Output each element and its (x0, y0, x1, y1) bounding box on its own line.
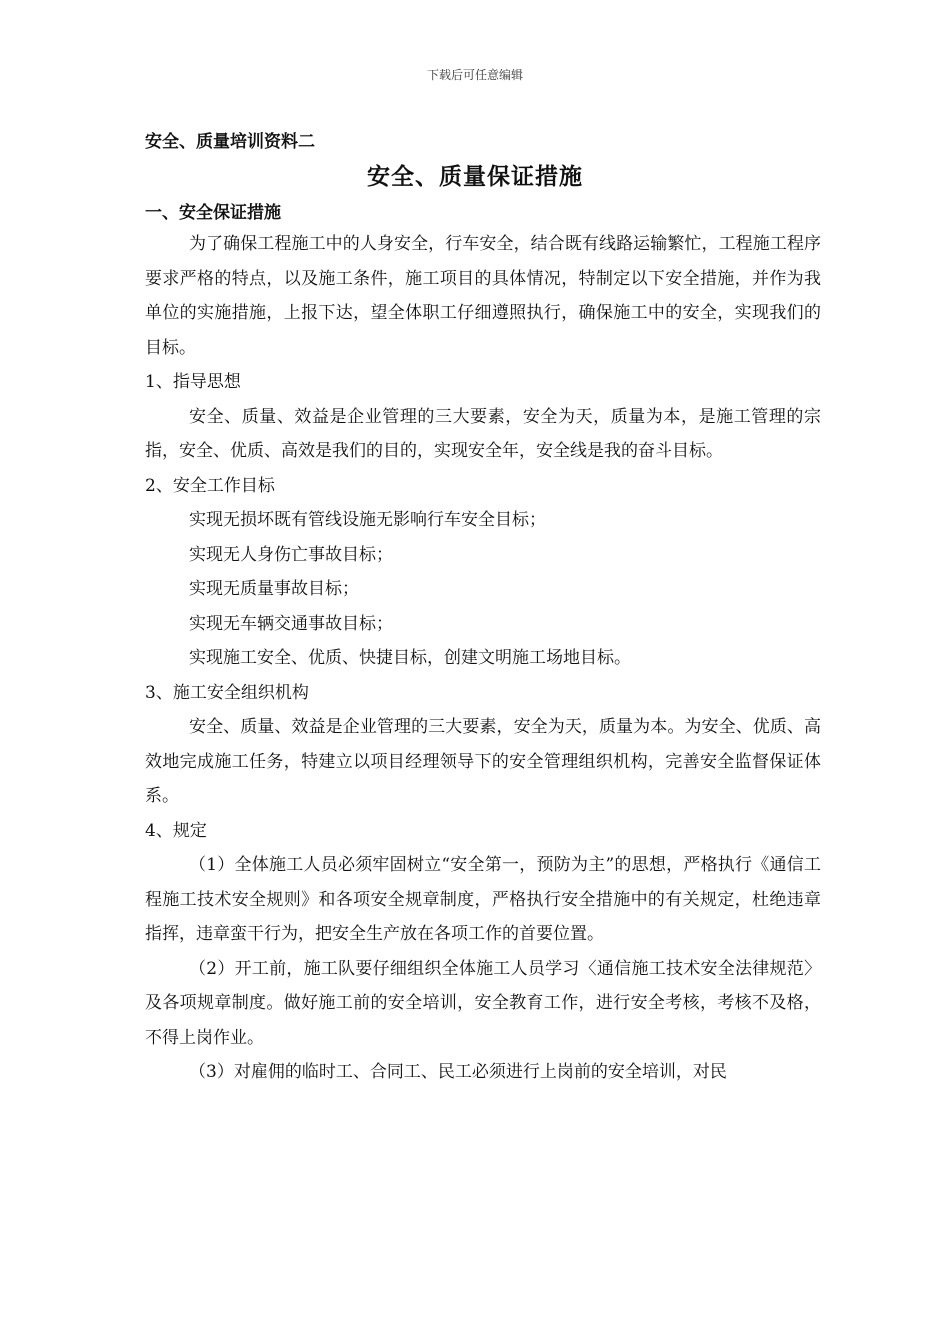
goal-item: 实现无人身伤亡事故目标； (189, 544, 393, 565)
page-header: 下载后可任意编辑 (426, 68, 523, 82)
subheading-organization: 3、施工安全组织机构 (145, 682, 309, 703)
subheading-safety-goals: 2、安全工作目标 (145, 475, 275, 496)
subheading-guiding-thought: 1、指导思想 (145, 372, 241, 392)
goal-item: 实现施工安全、优质、快捷目标，创建文明施工场地目标。 (189, 648, 631, 668)
goal-item: 实现无质量事故目标； (189, 579, 359, 599)
intro-paragraph: 为了确保工程施工中的人身安全，行车安全，结合既有线路运输繁忙，工程施工程序要求严格的特点，以及施工条件，施工项目的具体情况，特制定以下安全措施，并作为我单位的实施措施，上报下达，望全体职工仔细遵照执行，确保施工中的安全，实现我们的目标。 (145, 234, 821, 358)
section-heading: 一、安全保证措施 (145, 203, 281, 223)
goal-item: 实现无车辆交通事故目标； (189, 613, 393, 634)
document-title: 安全、质量保证措施 (367, 163, 583, 190)
guiding-thought-paragraph: 安全、质量、效益是企业管理的三大要素，安全为天，质量为本，是施工管理的宗指，安全、优质、高效是我们的目的，实现安全年，安全线是我的奋斗目标。 (145, 406, 821, 461)
document-label: 安全、质量培训资料二 (145, 132, 315, 152)
goal-item: 实现无损坏既有管线设施无影响行车安全目标； (189, 510, 546, 530)
rule-paragraph: （2）开工前，施工队要仔细组织全体施工人员学习〈通信施工技术安全法律规范〉及各项规章制度。做好施工前的安全培训，安全教育工作，进行安全考核，考核不及格，不得上岗作业。 (145, 958, 821, 1048)
rule-paragraph: （3）对雇佣的临时工、合同工、民工必须进行上岗前的安全培训，对民 (189, 1062, 727, 1082)
document-body (145, 199, 821, 1090)
rule-paragraph: （1）全体施工人员必须牢固树立“安全第一，预防为主”的思想，严格执行《通信工程施工技术安全规则》和各项安全规章制度，严格执行安全措施中的有关规定，杜绝违章指挥，违章蛮干行为，把安全生产放在各项工作的首要位置。 (145, 855, 821, 944)
subheading-regulations: 4、规定 (145, 820, 207, 841)
organization-paragraph: 安全、质量、效益是企业管理的三大要素，安全为天，质量为本。为安全、优质、高效地完成施工任务，特建立以项目经理领导下的安全管理组织机构，完善安全监督保证体系。 (145, 717, 821, 806)
